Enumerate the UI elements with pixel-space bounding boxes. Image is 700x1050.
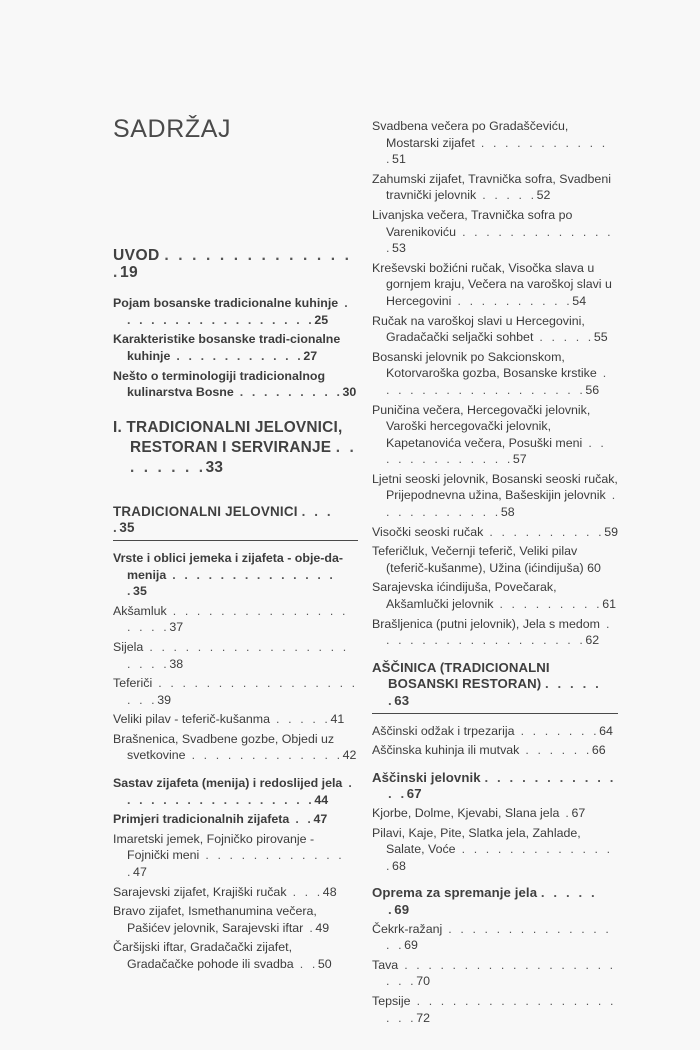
page-number: 53: [392, 241, 406, 256]
toc-entry-label: Oprema za spremanje jela: [372, 885, 538, 901]
toc-entry[interactable]: [113, 903, 358, 936]
toc-entry-label: Teferičluk, Večernji teferič, Veliki pilav (teferič-kušanme), Užina (ićindijuša): [372, 544, 584, 575]
leader-dots: . . . . . . . . . .: [483, 524, 605, 539]
page-number: 50: [317, 957, 332, 971]
page-number: 66: [591, 743, 606, 758]
toc-entry-label: Pilavi, Kaje, Pite, Slatka jela, Zahlade, Salate, Voće: [372, 825, 581, 857]
leader-dots: . . . . . . . . . . . . . . . . .: [127, 296, 351, 327]
page-number: 57: [512, 452, 527, 467]
toc-entry-label: Pojam bosanske tradicionalne kuhinje: [113, 296, 339, 311]
toc-entry-label: TRADICIONALNI JELOVNICI: [113, 503, 298, 519]
toc-section-ascinski-jelovnik[interactable]: [372, 770, 618, 803]
toc-section-oprema[interactable]: [372, 885, 618, 918]
toc-entry-label: Brašnenica, Svadbene gozbe, Objedi uz svetkovine: [113, 731, 335, 763]
leader-dots: . . . . . . . . . . . . .: [386, 435, 607, 467]
toc-entry-label: Zahumski zijafet, Travnička sofra, Svadbeni travnički jelovnik: [372, 171, 611, 203]
toc-entry[interactable]: [372, 723, 618, 740]
toc-entry-label: Karakteristike bosanske tradi-cionalne kuhinje: [113, 332, 341, 363]
toc-entry[interactable]: [372, 825, 618, 875]
page-number: 33: [205, 458, 224, 476]
toc-entry-label: Sastav zijafeta (menija) i redoslijed jela: [113, 776, 343, 791]
toc-group-jelovnici: [113, 550, 358, 764]
toc-entry[interactable]: [113, 775, 358, 808]
leader-dots: . . . . . . . . . . . . . .: [386, 842, 613, 873]
toc-entry[interactable]: [372, 313, 618, 346]
page-number: 35: [133, 584, 147, 599]
toc-entry-label: Vrste i oblici jemeka i zijafeta - obje-da-menija: [113, 550, 343, 582]
section-divider: [372, 713, 618, 714]
toc-entry-label: Čekrk-ražanj: [372, 921, 443, 936]
page-number: 27: [303, 348, 318, 363]
page-number: 30: [342, 385, 357, 400]
toc-entry-label: Svadbena večera po Gradaščeviću, Mostarski zijafet: [372, 119, 569, 150]
page-number: 39: [157, 692, 172, 707]
leader-dots: . . . . .: [476, 188, 537, 203]
page-number: 48: [322, 884, 337, 899]
toc-entry-label: AŠČINICA (TRADICIONALNI BOSANSKI RESTORAN): [372, 659, 550, 692]
leader-dots: . . . . . . . . . . . . . . .: [127, 567, 336, 599]
toc-entry-label: Ručak na varoškoj slavi u Hercegovini, Gradačački seljački sohbet: [372, 313, 585, 345]
toc-entry[interactable]: [372, 260, 618, 310]
page-number: 55: [593, 330, 608, 345]
spacer: [113, 767, 358, 775]
toc-entry-label: Ljetni seoski jelovnik, Bosanski seoski ručak, Prijepodnevna užina, Bašeskijin jelovnik: [372, 471, 618, 503]
toc-entry-label: Sarajevska ićindijuša, Povečarak, Akšamlučki jelovnik: [372, 580, 557, 612]
leader-dots: . . . . . .: [388, 885, 598, 917]
toc-entry[interactable]: [372, 805, 618, 822]
leader-dots: .: [303, 920, 316, 935]
toc-entry[interactable]: [372, 993, 618, 1026]
leader-dots: . . . . . . . . . . . . .: [185, 748, 343, 763]
toc-entry-label: Akšamluk: [113, 603, 167, 618]
toc-entry-label: Visočki seoski ručak: [372, 524, 484, 539]
page-number: 61: [602, 597, 616, 612]
leader-dots: . . . . . . . . . . . . . . . . . .: [386, 366, 609, 397]
toc-entry[interactable]: [113, 639, 358, 672]
page-number: 52: [536, 188, 551, 203]
leader-dots: . . . . . . . . . . . . . . . . . .: [386, 616, 613, 648]
toc-group-zijafeti: [372, 118, 618, 649]
leader-dots: . . . . . . . . . . . .: [386, 135, 608, 167]
leader-dots: . . .: [286, 884, 323, 899]
toc-entry-label: Kreševski božićni ručak, Visočka slava u gornjem kraju, Večera na varoškoj slavi u Hercegovini: [372, 260, 612, 308]
toc-entry[interactable]: [113, 884, 358, 901]
leader-dots: . . . . . . . . . . . . . . . . . . . . .: [127, 639, 349, 671]
page-number: 42: [342, 748, 357, 763]
toc-entry-label: Bosanski jelovnik po Sakcionskom, Kotorvaroška gozba, Bosanske krstike: [372, 349, 597, 381]
leader-dots: . . . .: [113, 503, 334, 536]
page-number: 64: [599, 723, 613, 738]
page-number: 69: [404, 938, 418, 953]
leader-dots: .: [559, 805, 572, 820]
toc-entry[interactable]: [113, 331, 358, 364]
toc-entry[interactable]: [113, 550, 358, 600]
toc-entry[interactable]: [113, 711, 358, 728]
page-number: 41: [330, 712, 345, 727]
toc-entry[interactable]: [113, 811, 358, 828]
toc-group-oprema-items: [372, 921, 618, 1027]
page-number: 44: [314, 792, 329, 807]
page-number: 59: [604, 524, 618, 539]
toc-entry[interactable]: [372, 402, 618, 468]
toc-entry-label: Tepsije: [372, 993, 411, 1008]
leader-dots: . . . . . . . . . . .: [170, 348, 304, 363]
toc-entry[interactable]: [372, 921, 618, 954]
leader-dots: . .: [289, 812, 314, 827]
page-number: 37: [169, 620, 184, 635]
toc-group-ascinica: [372, 723, 618, 759]
toc-entry-label: UVOD: [113, 247, 160, 264]
toc-entry-label: Aščinska kuhinja ili mutvak: [372, 743, 520, 758]
toc-entry-label: Bravo zijafet, Ismethanumina večera, Pašićev jelovnik, Sarajevski iftar: [113, 904, 317, 935]
toc-entry-label: Livanjska večera, Travnička sofra po Varenikoviću: [372, 207, 573, 239]
leader-dots: . . . . .: [270, 712, 331, 727]
toc-entry-label: Aščinski jelovnik: [372, 769, 481, 785]
page-title: SADRŽAJ: [113, 115, 232, 143]
toc-entry-label: Nešto o terminologiji tradicionalnog kulinarstva Bosne: [113, 368, 326, 400]
toc-entry[interactable]: [372, 543, 618, 576]
toc-entry[interactable]: [372, 524, 618, 541]
toc-section-tradicionalni-jelovnici[interactable]: [113, 504, 358, 537]
leader-dots: . . . . . . . . . . . . .: [127, 848, 345, 880]
toc-entry[interactable]: [113, 368, 358, 401]
spacer: [113, 482, 358, 504]
page-number: 38: [169, 656, 184, 671]
toc-group-sastav: [113, 775, 358, 828]
page-number: 19: [119, 263, 139, 281]
leader-dots: . . . . . . .: [514, 723, 600, 738]
page-number: 56: [585, 382, 600, 397]
toc-entry[interactable]: [113, 295, 358, 328]
page-number: 47: [133, 865, 147, 880]
page-number: 72: [416, 1010, 431, 1025]
toc-left-column: [113, 248, 358, 976]
spacer: [372, 762, 618, 770]
leader-dots: . . . . .: [533, 330, 594, 345]
toc-entry-label: Kjorbe, Dolme, Kjevabi, Slana jela: [372, 805, 560, 820]
page-number: 35: [119, 520, 135, 536]
toc-entry[interactable]: [113, 675, 358, 708]
toc-entry[interactable]: [113, 731, 358, 764]
leader-dots: . . . . . . . . . . . . . .: [386, 224, 614, 256]
toc-section-ascinica[interactable]: [372, 660, 618, 710]
page-number: 47: [313, 812, 328, 827]
toc-entry[interactable]: [113, 939, 358, 972]
toc-entry[interactable]: [372, 579, 618, 612]
spacer: [372, 652, 618, 660]
section-divider: [113, 540, 358, 541]
leader-dots: . . . . . . . . . . . . . . .: [113, 247, 352, 281]
page-number: 54: [572, 293, 587, 308]
toc-entry-label: Čaršijski iftar, Gradačački zijafet, Gradačačke pohode ili svadba: [113, 940, 294, 971]
leader-dots: . . . . . . . .: [130, 438, 357, 476]
toc-entry[interactable]: [372, 957, 618, 990]
toc-entry[interactable]: [113, 603, 358, 636]
toc-entry[interactable]: [372, 349, 618, 399]
toc-entry[interactable]: [372, 171, 618, 204]
page-number: 51: [392, 152, 406, 167]
toc-entry[interactable]: [372, 616, 618, 649]
page-number: 62: [585, 633, 600, 648]
leader-dots: . . . . . . . . . . . . . . . . . . . .: [386, 993, 617, 1025]
toc-entry-part-one[interactable]: [113, 418, 358, 478]
toc-entry[interactable]: [372, 118, 618, 168]
toc-entry-label: Aščinski odžak i trpezarija: [372, 723, 515, 738]
leader-dots: . . . . . .: [519, 743, 592, 758]
leader-dots: . . . . . . . . . . . . . . . . . . .: [127, 603, 348, 635]
leader-dots: . . . . . . . . . . . . . . . . . . . . .: [386, 957, 616, 989]
toc-entry[interactable]: [372, 207, 618, 257]
toc-entry[interactable]: [372, 742, 618, 759]
leader-dots: . . . . . . . . .: [233, 385, 343, 400]
toc-group-primjeri: [113, 831, 358, 973]
leader-dots: . . . . . . . . . . . . . . . . .: [127, 776, 355, 807]
toc-entry-label: Sarajevski zijafet, Krajiški ručak: [113, 884, 287, 899]
spacer: [372, 877, 618, 885]
page-number: 67: [571, 805, 586, 820]
page-number: 63: [394, 693, 410, 708]
page-number: 49: [315, 920, 330, 935]
leader-dots: . . . . . .: [388, 676, 602, 708]
toc-entry-label: Puničina večera, Hercegovački jelovnik, Varoški hercegovački jelovnik, Kapetanovića večera, Posuški meni: [372, 402, 591, 450]
leader-dots: . . . . . . . . . .: [451, 293, 573, 308]
toc-entry-label: I. TRADICIONALNI JELOVNICI, RESTORAN I SERVIRANJE: [113, 418, 343, 456]
toc-group-intro: [113, 295, 358, 401]
toc-entry-label: Sijela: [113, 639, 144, 654]
page-number: 25: [314, 312, 329, 327]
toc-group-ascinski-jela: [372, 805, 618, 874]
leader-dots: . . . . . . . . . . . . . . . . . . . .: [127, 676, 358, 707]
toc-entry-label: Teferiči: [113, 676, 153, 691]
toc-entry[interactable]: [372, 471, 618, 521]
page-number: 60: [583, 560, 601, 575]
spacer: [113, 404, 358, 418]
page-number: 67: [406, 786, 422, 802]
page-number: 70: [416, 974, 431, 989]
leader-dots: . . . . . . . . .: [493, 597, 603, 612]
leader-dots: . . . . . . . . . . . . . . . .: [386, 921, 612, 953]
toc-entry-label: Imaretski jemek, Fojničko pirovanje - Fojnički meni: [113, 831, 315, 863]
toc-entry-label: Veliki pilav - teferič-kušanma: [113, 712, 271, 727]
toc-entry-label: Tava: [372, 957, 399, 972]
page-number: 69: [394, 901, 410, 917]
page-number: 58: [500, 505, 515, 520]
toc-entry-label: Brašljenica (putni jelovnik), Jela s medom: [372, 616, 600, 631]
page-number: 68: [392, 858, 406, 873]
toc-entry-label: Primjeri tradicionalnih zijafeta: [113, 812, 290, 827]
leader-dots: . . . . . . . . . . .: [386, 488, 618, 520]
toc-right-column: [372, 118, 618, 1029]
leader-dots: . .: [293, 957, 318, 971]
toc-entry-uvod[interactable]: [113, 248, 358, 281]
toc-entry[interactable]: [113, 831, 358, 881]
leader-dots: . . . . . . . . . . . . .: [388, 769, 617, 802]
